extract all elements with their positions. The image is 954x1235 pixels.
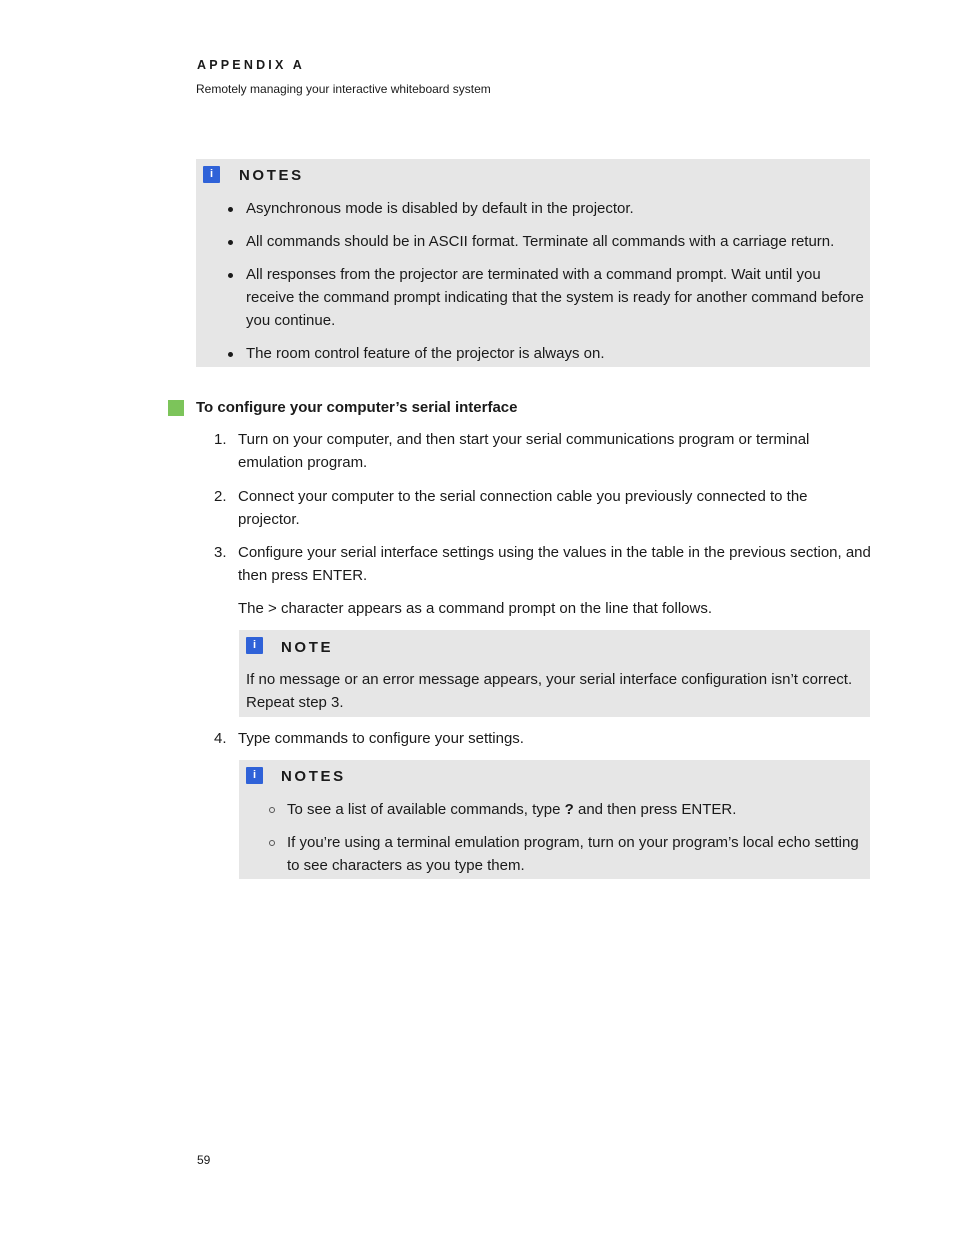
note-item-text: and then press ENTER. [573,801,737,818]
note-text: If no message or an error message appears, your serial interface configuration isn’t correct. Repeat step 3. [246,671,853,711]
hollow-bullet-icon [269,807,275,813]
bullet-icon [228,207,233,212]
info-icon: i [203,166,220,183]
note-item: If you’re using a terminal emulation program, turn on your program’s local echo setting to see characters as you type them. [287,834,859,874]
procedure-title: To configure your computer’s serial interface [196,399,518,416]
notes-box [196,159,870,367]
procedure-square-icon [168,400,184,416]
step-followup: The > character appears as a command prompt on the line that follows. [238,600,713,617]
step-text: Turn on your computer, and then start your serial communications program or terminal emulation program. [238,431,810,471]
step-text: Connect your computer to the serial connection cable you previously connected to the projector. [238,488,808,528]
note-title: NOTE [281,639,334,656]
info-icon: i [246,767,263,784]
step-number: 3. [214,544,227,561]
step-number: 2. [214,488,227,505]
hollow-bullet-icon [269,840,275,846]
note-item-text: To see a list of available commands, type [287,801,565,818]
notes-box [239,760,870,879]
note-item: Asynchronous mode is disabled by default in the projector. [246,200,634,217]
step-number: 1. [214,431,227,448]
note-box [239,630,870,717]
note-item: All responses from the projector are terminated with a command prompt. Wait until you receive the command prompt indicating that the system is ready for another command before you continue. [246,266,864,329]
note-item: The room control feature of the projector is always on. [246,345,605,362]
step-text: Configure your serial interface settings using the values in the table in the previous section, and then press ENTER. [238,544,871,584]
bullet-icon [228,273,233,278]
note-item [287,798,867,821]
step-text: Type commands to configure your settings. [238,730,524,747]
notes-title: NOTES [239,167,304,184]
note-item: All commands should be in ASCII format. Terminate all commands with a carriage return. [246,233,835,250]
chapter-subtitle: Remotely managing your interactive whiteboard system [196,82,491,96]
notes-title: NOTES [281,768,346,785]
info-icon: i [246,637,263,654]
bullet-icon [228,240,233,245]
bullet-icon [228,352,233,357]
step-number: 4. [214,730,227,747]
appendix-label: APPENDIX A [197,58,305,72]
page-number: 59 [197,1153,211,1167]
help-command-symbol: ? [564,801,574,818]
